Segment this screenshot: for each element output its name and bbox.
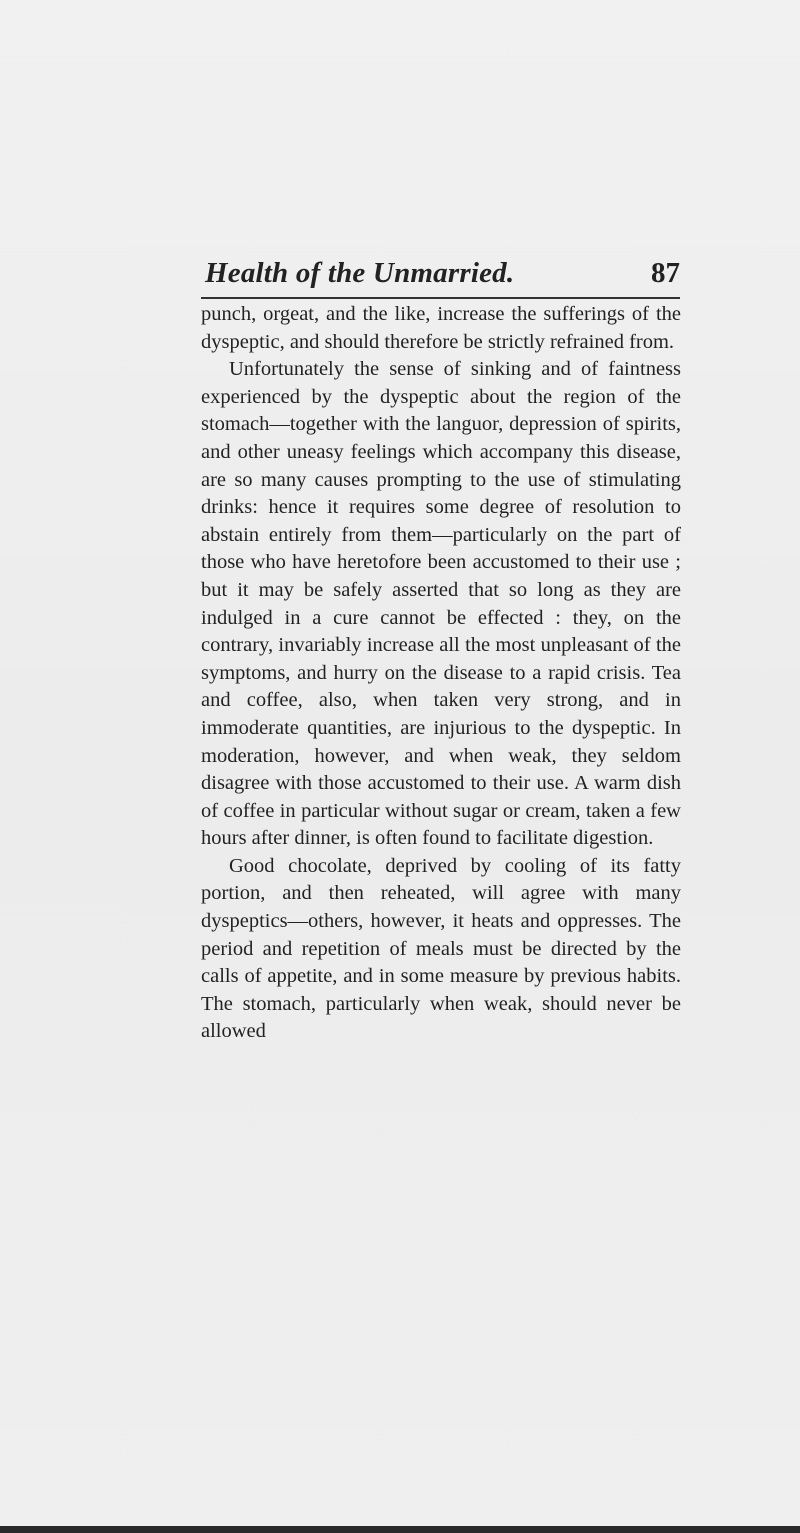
- paragraph-2: Unfortunately the sense of sinking and of faintness experienced by the dyspeptic about the region of the stomach—together with the languor, depression of spirits, and other uneasy feelings which accompany this disease, are so many causes prompting to the use of stimulating drinks: hence it requires some degree of resolution to abstain entirely from them—particularly on the part of those who have heretofore been accustomed to their use ; but it may be safely asserted that so long as they are indulged in a cure cannot be effected : they, on the contrary, invariably increase all the most unpleasant of the symptoms, and hurry on the disease to a rapid crisis. Tea and coffee, also, when taken very strong, and in immoderate quantities, are injurious to the dyspeptic. In moderation, however, and when weak, they seldom disagree with those accustomed to their use. A warm dish of coffee in particular without sugar or cream, taken a few hours after dinner, is often found to facilitate digestion.: [201, 358, 681, 850]
- page-number: 87: [651, 257, 680, 289]
- page-header: [205, 257, 680, 295]
- paragraph-1: punch, orgeat, and the like, increase the sufferings of the dyspeptic, and should therefore be strictly refrained from.: [201, 303, 681, 353]
- header-rule: [201, 297, 680, 299]
- page-bottom-edge: [0, 1526, 800, 1533]
- paragraph-3: Good chocolate, deprived by cooling of its fatty portion, and then reheated, will agree with many dyspeptics—others, however, it heats and oppresses. The period and repetition of meals must be directed by the calls of appetite, and in some measure by previous habits. The stomach, particularly when weak, should never be allowed: [201, 854, 681, 1043]
- body-text: [201, 301, 681, 1046]
- running-title: Health of the Unmarried.: [205, 257, 515, 289]
